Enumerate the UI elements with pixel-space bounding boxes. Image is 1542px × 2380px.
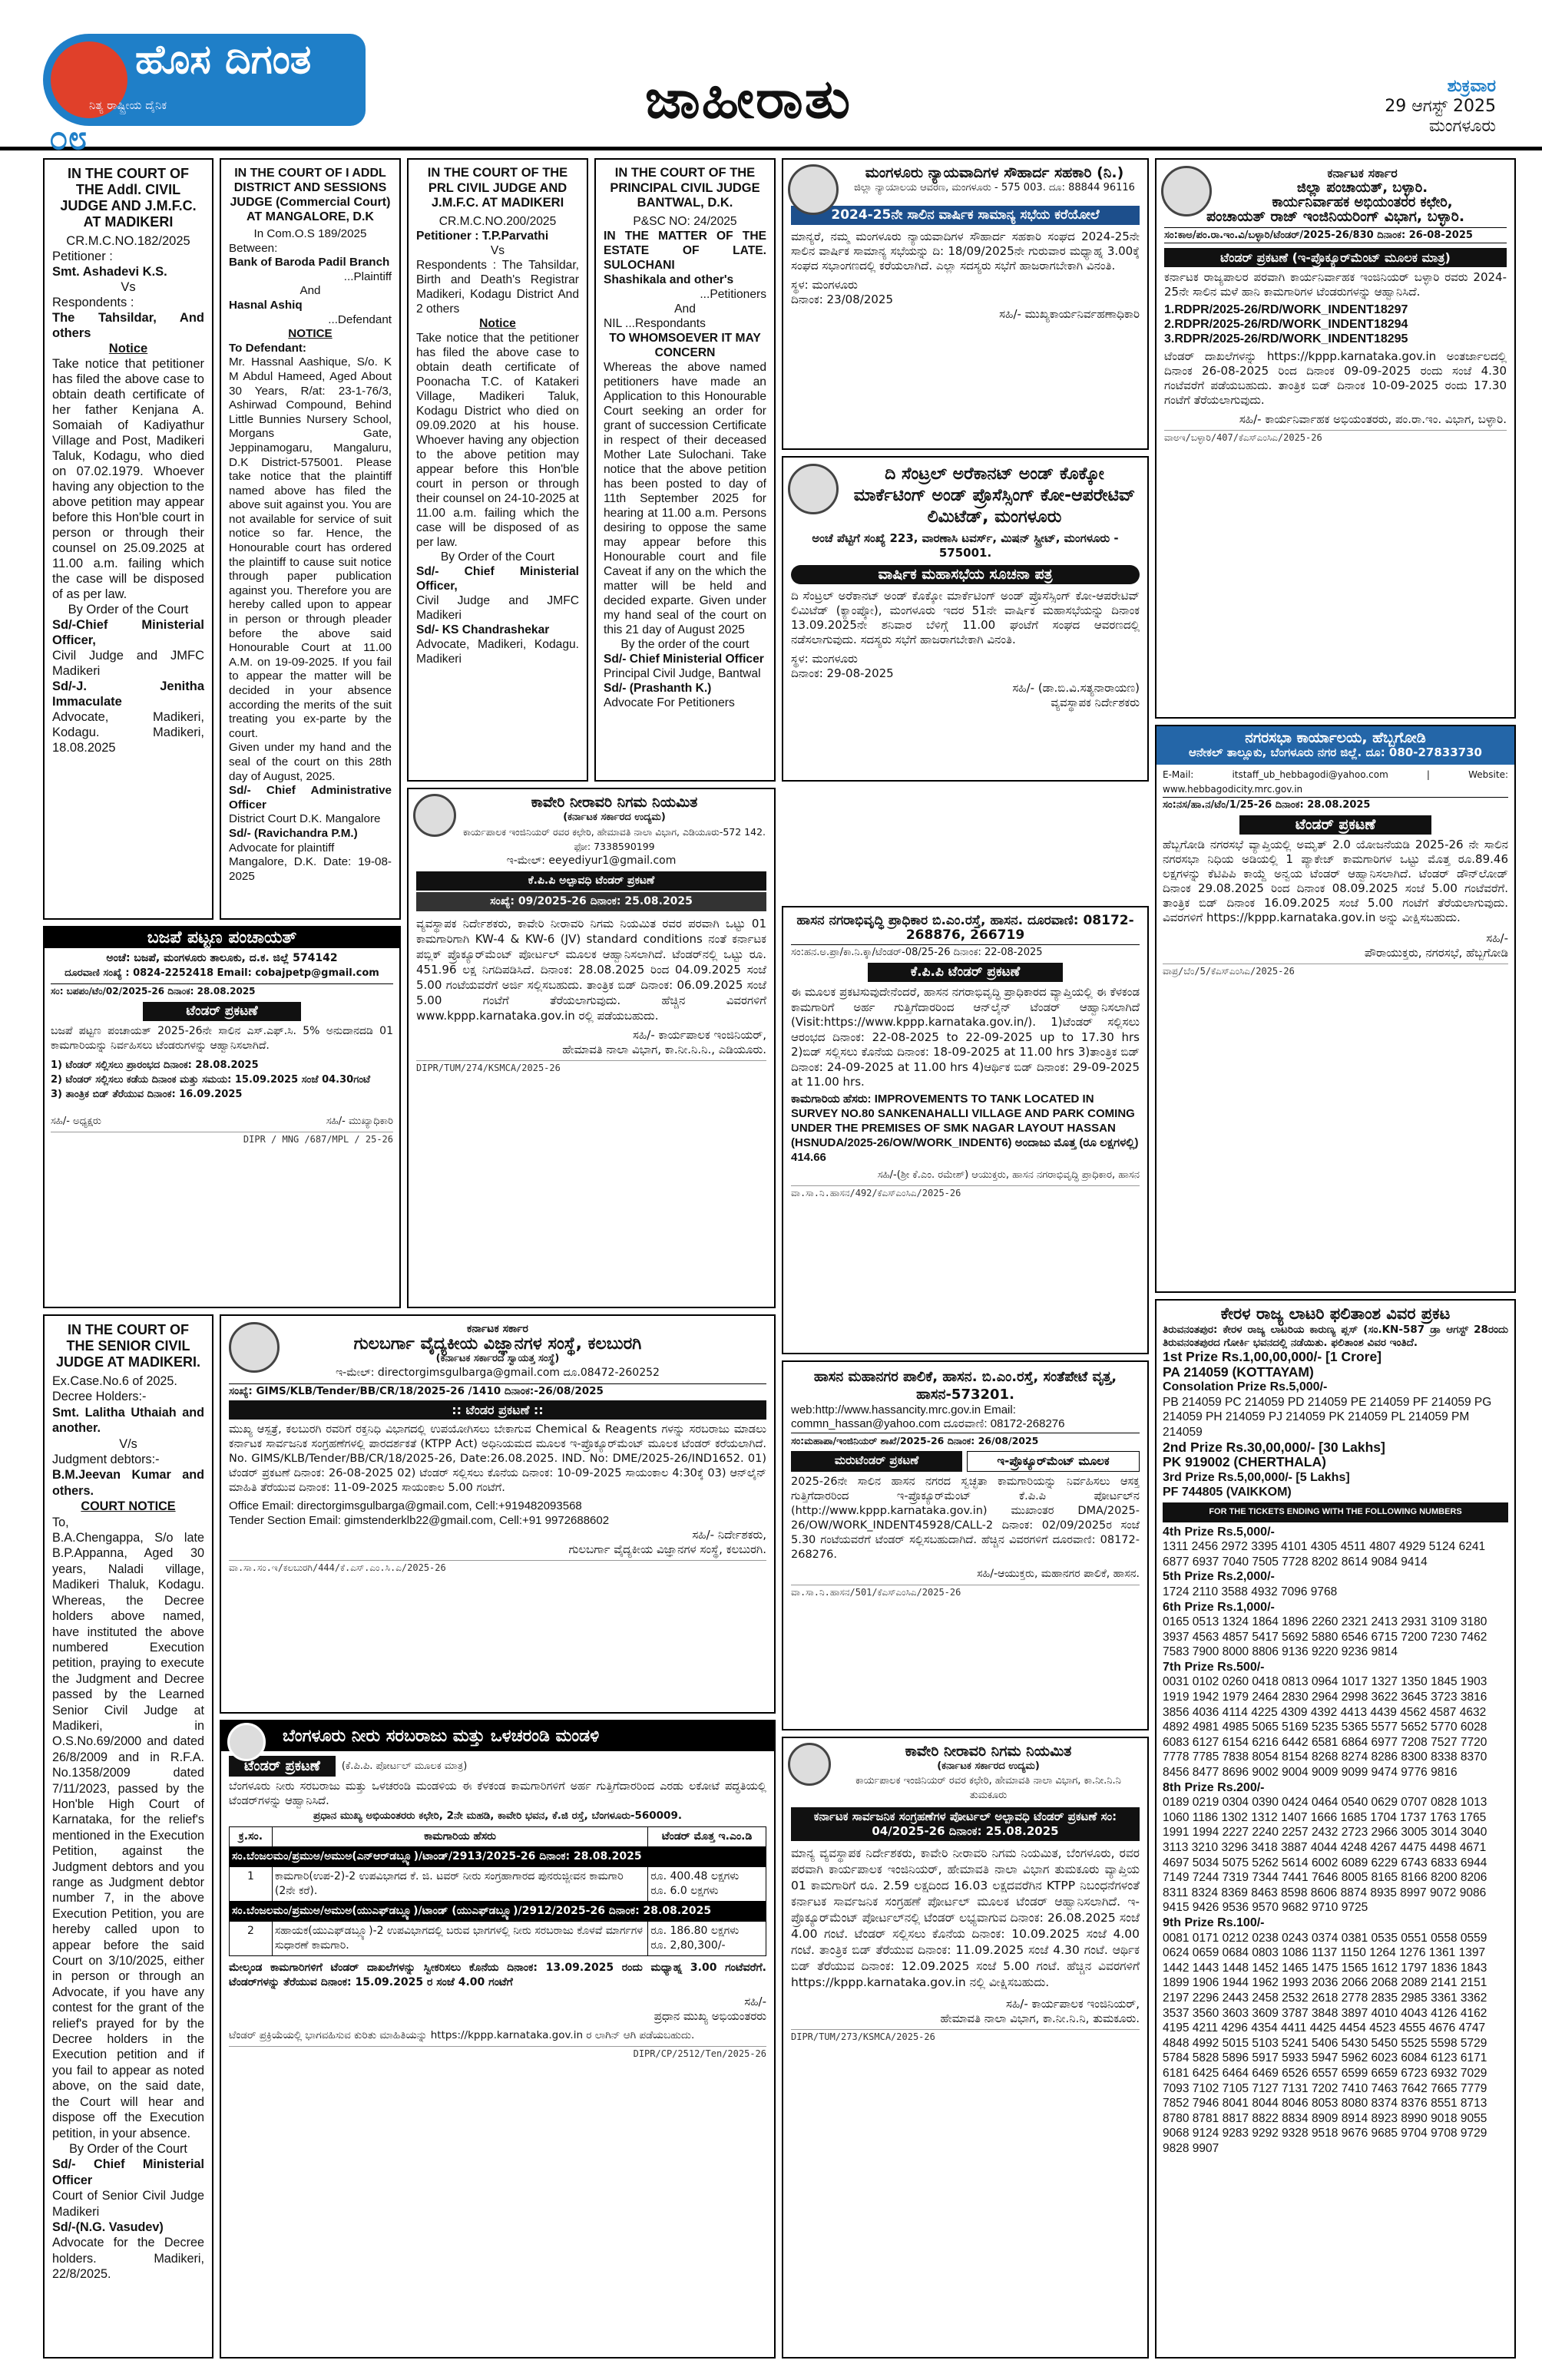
signature-line: By Order of the Court xyxy=(69,2141,187,2156)
group-header: ಸಂ.ಬೆಂಜಲಮಂ/ಪ್ರಮುಅ/ಅಮುಅ(ಯುಎಫ್‌ಡಬ್ಲ್ಯೂ)/ಟಾಂಡ್ (ಯುಎಫ್‌ಡಬ್ಲ್ಯೂ)/2912/2025-26 ದಿನಾಂಕ: 28.08.2025 xyxy=(230,1902,766,1922)
tender-banner: ಟೆಂಡರ್ ಪ್ರಕಟಣೆ xyxy=(143,1002,301,1021)
tender-body: ಬೆಂಗಳೂರು ನೀರು ಸರಬರಾಜು ಮತ್ತು ಒಳಚರಂಡಿ ಮಂಡಳಿಯ ಈ ಕೆಳಕಂಡ ಕಾಮಗಾರಿಗಳಿಗೆ ಅರ್ಹ ಗುತ್ತಿಗೆದಾರರಿಂದ ಎರಡು ಲಕೋಟೆ ಪದ್ಧತಿಯಲ್ಲಿ ಟೆಂಡರ್‌ಗಳನ್ನು ಆಹ್ವಾನಿಸಿದೆ. xyxy=(229,1780,766,1807)
signature-line: Sd/- Chief Administrative Officer xyxy=(229,784,392,812)
header-line: ಕಾರ್ಯನಿರ್ವಾಹಕ ಅಭಿಯಂತರರ ಕಛೇರಿ, xyxy=(1272,194,1453,210)
consolation-label: Consolation Prize Rs.5,000/- xyxy=(1163,1380,1328,1394)
gims-logo-icon xyxy=(229,1322,280,1373)
advocates-coop-notice xyxy=(782,158,1149,450)
signature-line: ಸಹಿ/- ಮುಖ್ಯಕಾರ್ಯನಿರ್ವಹಣಾಧಿಕಾರಿ xyxy=(999,307,1140,321)
header-line: ಹಾಸನ ನಗರಾಭಿವೃದ್ಧಿ ಪ್ರಾಧಿಕಾರ ಬಿ.ಎಂ.ರಸ್ತೆ, ಹಾಸನ. ದೂರವಾಣಿ: 08172-268876, 266719 xyxy=(796,913,1134,943)
table-row: 1 ಕಾಮಗಾರಿ(ಉಪ-2)-2 ಉಪವಿಭಾಗದ ಕೆ. ಜಿ. ಟವರ್ ನೀರು ಸಂಗ್ರಹಾಗಾರದ ಪುನರುಜ್ಜೀವನ ಕಾಮಗಾರಿ (2ನೇ ಕರೆ). ರೂ. 400.48 ಲಕ್ಷಗಳು ರೂ. 6.0 ಲಕ್ಷಗಳು xyxy=(230,1867,766,1902)
label: ...Defendant xyxy=(328,312,392,326)
tender-body: ಬಜಪೆ ಪಟ್ಟಣ ಪಂಚಾಯತ್ 2025-26ನೇ ಸಾಲಿನ ಎಸ್.ಎಫ್.ಸಿ. 5% ಅನುದಾನದಡಿ 01 ಕಾಮಗಾರಿಯನ್ನು ನಿರ್ವಹಿಸಲು ಟೆಂಡರುಗಳನ್ನು ಆಹ್ವಾನಿಸಲಾಗಿದೆ. xyxy=(51,1025,393,1052)
lottery-title: ಕೇರಳ ರಾಜ್ಯ ಲಾಟರಿ ಫಲಿತಾಂಶ ವಿವರ ಪ್ರಕಟ xyxy=(1220,1304,1451,1323)
signature-line: ಪೌರಾಯುಕ್ತರು, ನಗರಸಭೆ, ಹೆಬ್ಬಗೋಡಿ xyxy=(1364,946,1508,960)
case-number: P&SC NO: 24/2025 xyxy=(633,214,737,228)
advocate-name: Sd/- (Ravichandra P.M.) xyxy=(229,826,358,840)
header-line: ನಗರಸಭಾ ಕಾರ್ಯಾಲಯ, ಹೆಬ್ಬಗೋಡಿ xyxy=(1245,729,1426,746)
court-notice-mangalore xyxy=(220,158,401,920)
case-number: Ex.Case.No.6 of 2025. xyxy=(52,1374,177,1388)
label: Judgment debtors:- xyxy=(52,1453,160,1467)
signature-line: District Court D.K. Mangalore xyxy=(229,812,381,826)
tender-banner: :: ಟೆಂಡರ ಪ್ರಕಟಣೆ :: xyxy=(229,1400,766,1420)
court-notice-madikeri-prl xyxy=(407,158,588,782)
date-label: ದಿನಾಂಕ: 23/08/2025 xyxy=(791,293,893,306)
prize-1-label: 1st Prize Rs.1,00,00,000/- [1 Crore] xyxy=(1163,1349,1382,1364)
header-line: ಕರ್ನಾಟಕ ಸರ್ಕಾರ xyxy=(467,1323,528,1335)
petitioner-name: Smt. Ashadevi K.S. xyxy=(52,265,167,279)
date-label: 29 ಆಗಸ್ಟ್ 2025 xyxy=(1385,97,1496,116)
case-number: In Com.O.S 189/2025 xyxy=(253,227,367,240)
office-email: Office Email: directorgimsgulbarga@gmail.com, Cell:+919482093568 xyxy=(229,1499,582,1512)
signature-line: ಗುಲಬರ್ಗಾ ವೈದ್ಯಕೀಯ ವಿಜ್ಞಾನಗಳ ಸಂಸ್ಥೆ, ಕಲಬುರಗಿ. xyxy=(568,1542,766,1556)
reference: ಸಂಖ್ಯೆ: 09/2025-26 ದಿನಾಂಕ: 25.08.2025 xyxy=(416,892,766,911)
prize-7-label: 7th Prize Rs.500/- xyxy=(1163,1660,1265,1674)
signature-line: ಸಹಿ/- ಅಧ್ಯಕ್ಷರು xyxy=(51,1116,101,1127)
advocate-name: Sd/- (Prashanth K.) xyxy=(604,681,712,695)
header-line: ಕಾವೇರಿ ನೀರಾವರಿ ನಿಗಮ ನಿಯಮಿತ xyxy=(905,1743,1072,1760)
indent-2: 2.RDPR/2025-26/RD/WORK_INDENT18294 xyxy=(1164,318,1408,331)
label: Decree Holders:- xyxy=(52,1390,147,1404)
signature-line: Sd/- Chief Ministerial Officer xyxy=(604,652,764,666)
signature-line: ಸಹಿ/- ಕಾರ್ಯಪಾಲಕ ಇಂಜಿನಿಯರ್, xyxy=(1006,1997,1140,2011)
signature-line: Sd/- Chief Ministerial Officer xyxy=(52,2157,204,2187)
respondents: The Tahsildar, And others xyxy=(52,311,204,340)
notice-label: TO WHOMSOEVER IT MAY CONCERN xyxy=(609,331,761,359)
header-line: ಪಂಚಾಯತ್ ರಾಜ್ ಇಂಜಿನಿಯರಿಂಗ್ ವಿಭಾಗ, ಬಳ್ಳಾರಿ. xyxy=(1206,208,1465,225)
defendant: Hasnal Ashiq xyxy=(229,298,303,312)
header-line: ಕಾರ್ಯಪಾಲಕ ಇಂಜಿನಿಯರ್ ರವರ ಕಛೇರಿ, ಹೇಮಾವತಿ ನಾಲಾ ವಿಭಾಗ, ಎಡಿಯೂರು-572 142. ಫೋ: 7338590199 xyxy=(463,826,766,852)
tender-banner: ಟೆಂಡರ್ ಪ್ರಕಟಣೆ xyxy=(1239,815,1431,835)
header-line: (ಕರ್ನಾಟಕ ಸರ್ಕಾರದ ಉದ್ಯಮ) xyxy=(937,1760,1040,1772)
tender-body-2: ಟೆಂಡರ್ ದಾಖಲೆಗಳನ್ನು https://kppp.karnataka.gov.in ಅಂತರ್ಜಾಲದಲ್ಲಿ ದಿನಾಂಕ 26-08-2025 ರಿಂದ ದಿನಾಂಕ 09-09-2025 ರಂದು ಸಂಜೆ 4.30 ಗಂಟೆವರೆಗೆ ಪಡೆಯಬಹುದು. ತಾಂತ್ರಿಕ ಬಿಡ್ ದಿನಾಂಕ 10-09-2025 ರಂದು 17.30 ಗಂಟೆಗೆ ತೆರೆಯಲಾಗುವುದು. xyxy=(1164,349,1507,407)
prize-5-numbers: 1724 2110 3588 4932 7096 9768 xyxy=(1163,1585,1338,1598)
notice-body: B.A.Chengappa, S/o late B.P.Appanna, Aged 30 years, Naladi village, Madikeri Thaluk, Kodagu. Whereas, the Decree holders above named, have instituted the above numbered Execution petition, praying to execute the Judgment and Decree passed by the Learned Senior Civil Judge at Madikeri, in O.S.No.69/2000 and dated 26/8/2009 and in R.F.A. No.1358/2009 dated 7/11/2023, passed by the Hon'ble High Court of Karnataka, for the relief's mentioned in the Execution Petition, against the Judgment debtors and you range as Judgment debtor number 7, in the above Execution Petition, you are hereby called upon to appear before the said Court on 3/10/2025, either in person or through an Advocate, if you have any contest for the grant of the relief's prayed for by the Decree holders in the Execution petition and if you fail to appear as noted above, on the said date, the Court will hear and dispose off the Execution petition, in your absence. xyxy=(52,1531,204,2140)
campco-logo-icon xyxy=(788,464,839,514)
signature-line: ಸಹಿ/- (ಡಾ.ಬಿ.ವಿ.ಸತ್ಯನಾರಾಯಣ) xyxy=(1012,681,1140,695)
prize-8-numbers: 0189 0219 0304 0390 0424 0464 0540 0629 0707 0828 1013 1060 1186 1302 1312 1407 1666 1685 1704 1737 1763 1765 1991 1994 2227 2240 2257 2432 2723 2966 3005 3014 3040 3113 3210 3296 3418 3887 4044 4248 4267 4475 4498 4671 4697 5034 5075 5262 5614 6002 6089 6229 6743 6833 6944 7149 7244 7319 7344 7441 7646 8005 8165 8166 8200 8206 8311 8324 8369 8463 8598 8606 8874 8935 8997 9072 9086 9415 9426 9536 9570 9682 9710 9725 xyxy=(1163,1796,1487,1915)
judgment-debtors: B.M.Jeevan Kumar and others. xyxy=(52,1468,204,1498)
header-line: ಕರ್ನಾಟಕ ಸರ್ಕಾರ xyxy=(1327,166,1398,180)
signature-line: Advocate For Petitioners xyxy=(604,696,735,709)
signature-line: By Order of the Court xyxy=(440,550,555,564)
signature-line: ಸಹಿ/- ಕಾರ್ಯಪಾಲಕ ಇಂಜಿನಿಯರ್, xyxy=(633,1028,766,1042)
notice-heading: IN THE COURT OF I ADDL DISTRICT AND SESSIONS JUDGE (Commercial Court) AT MANGALORE, D.K xyxy=(230,167,391,223)
respondents: NIL ...Respondants xyxy=(604,316,706,330)
matter: IN THE MATTER OF THE ESTATE OF LATE. SULOCHANI xyxy=(604,229,766,272)
signature-line: ಸಹಿ/- ಕಾರ್ಯನಿರ್ವಾಹಕ ಅಭಿಯಂತರರು, ಪಂ.ರಾ.ಇಂ. ವಿಭಾಗ, ಬಳ್ಳಾರಿ. xyxy=(1239,412,1507,426)
signature-line: ಪ್ರಧಾನ ಮುಖ್ಯ ಅಭಿಯಂತರರು xyxy=(654,2009,766,2023)
schedule-row: 2) ಟೆಂಡರ್ ಸಲ್ಲಿಸಲು ಕಡೆಯ ದಿನಾಂಕ ಮತ್ತು ಸಮಯ: 15.09.2025 ಸಂಜೆ 04.30ಗಂಟೆ xyxy=(51,1074,371,1086)
kaveri-logo-icon xyxy=(413,794,456,837)
signature-line: Civil Judge and JMFC Madikeri xyxy=(52,649,204,678)
retender-banner: ಮರುಟೆಂಡರ್ ಪ್ರಕಟಣೆ xyxy=(791,1451,962,1472)
footer-code: DIPR/TUM/273/KSMCA/2025-26 xyxy=(791,2029,1140,2044)
notice-tail: Given under my hand and the seal of the court on this 28th day of August, 2025. xyxy=(229,741,392,783)
header-line: ಆನೇಕಲ್ ತಾಲ್ಲೂಕು, ಬೆಂಗಳೂರು ನಗರ ಜಿಲ್ಲೆ. ದೂ: 080-27833730 xyxy=(1189,745,1482,759)
header-line: ಕಾರ್ಯಪಾಲಕ ಇಂಜಿನಿಯರ್ ರವರ ಕಛೇರಿ, ಹೇಮಾವತಿ ನಾಲಾ ವಿಭಾಗ, ಕಾ.ನೀ.ನಿ.ನಿ ತುಮಕೂರು xyxy=(855,1775,1121,1801)
tender-body: ಹೆಬ್ಬಗೋಡಿ ನಗರಸಭೆ ವ್ಯಾಪ್ತಿಯಲ್ಲಿ ಅಮೃತ್ 2.0 ಯೋಜನೆಯಡಿ 2025-26 ನೇ ಸಾಲಿನ ನಗರಸಭಾ ನಿಧಿಯ ಅಡಿಯಲ್ಲಿ 1 ಪ್ಯಾಕೇಜ್ ಕಾಮಗಾರಿಗಳ ಒಟ್ಟು ಮೊತ್ತ ರೂ.89.46 ಲಕ್ಷಗಳನ್ನು ಕೆಟಿಪಿಪಿ ಕಾಯ್ದೆ ಅನ್ವಯ ಟೆಂಡರ್ ಆಹ್ವಾನಿಸಲಾಗಿದೆ. ಟೆಂಡರ್ ಡೌನ್‌ಲೋಡ್ ದಿನಾಂಕ 29.08.2025 ರಿಂದ ದಿನಾಂಕ 08.09.2025 ಸಂಜೆ 5.00 ಗಂಟೆವರೆಗೆ. ತಾಂತ್ರಿಕ ಬಿಡ್ ದಿನಾಂಕ 16.09.2025 ಸಂಜೆ 5.00 ಗಂಟೆಗೆ ತೆರೆಯಲಾಗುವುದು. ವಿವರಗಳಿಗೆ https://kppp.karnataka.gov.in ಅನ್ನು ವೀಕ್ಷಿಸಬಹುದು. xyxy=(1163,838,1508,924)
signature-line: Civil Judge and JMFC Madikeri xyxy=(416,593,579,622)
bellary-zp-tender xyxy=(1155,158,1516,719)
notice-heading: IN THE COURT OF THE SENIOR CIVIL JUDGE AT MADIKERI. xyxy=(55,1322,200,1370)
campco-name: ದಿ ಸೆಂಟ್ರಲ್ ಅರೆಕಾನಟ್ ಅಂಡ್ ಕೊಕ್ಕೋ ಮಾರ್ಕೆಟಿಂಗ್ ಅಂಡ್ ಪ್ರೊಸೆಸ್ಸಿಂಗ್ ಕೋ-ಆಪರೇಟಿವ್ ಲಿಮಿಟೆಡ್, ಮಂಗಳೂರು xyxy=(853,464,1136,527)
schedule-row: 1) ಟೆಂಡರ್ ಸಲ್ಲಿಸಲು ಪ್ರಾರಂಭದ ದಿನಾಂಕ: 28.08.2025 xyxy=(51,1059,259,1071)
signature-line: Sd/- Chief Ministerial Officer, xyxy=(416,564,579,593)
campco-banner: ವಾರ್ಷಿಕ ಮಹಾಸಭೆಯ ಸೂಚನಾ ಪತ್ರ xyxy=(791,565,1140,584)
work-name: ಕಾಮಗಾರಿ(ಉಪ-2)-2 ಉಪವಿಭಾಗದ ಕೆ. ಜಿ. ಟವರ್ ನೀರು ಸಂಗ್ರಹಾಗಾರದ ಪುನರುಜ್ಜೀವನ ಕಾಮಗಾರಿ (2ನೇ ಕರೆ). xyxy=(272,1867,647,1902)
notice-body: Whereas the above named petitioners have made an Application to this Honourable Court seeking an order for grant of succession Certificate in respect of their deceased Mother Late Sulochani. Take notice that the above petition has been posted to day of 11th September 2025 for hearing at 11.00 a.m. Persons desiring to oppose the same may appear before this Honourable court and file Caveat if any on the which the matter will be held and decided exparte. Given under my hand seal of the court on this 21 day of August 2025 xyxy=(604,360,766,636)
day-label: ಶುಕ್ರವಾರ xyxy=(1447,77,1496,96)
endings-banner: FOR THE TICKETS ENDING WITH THE FOLLOWING NUMBERS xyxy=(1163,1502,1508,1522)
tender-body: ವ್ಯವಸ್ಥಾಪಕ ನಿರ್ದೇಶಕರು, ಕಾವೇರಿ ನೀರಾವರಿ ನಿಗಮ ನಿಯಮಿತ ರವರ ಪರವಾಗಿ ಒಟ್ಟು 01 ಕಾಮಗಾರಿಗಾಗಿ KW-4 & KW-6 (JV) standard conditions ನಂತೆ ಕರ್ನಾಟಕ ಪಬ್ಲಿಕ್ ಪ್ರೊಕ್ಯೂರ್‌ಮೆಂಟ್ ಪೋರ್ಟಲ್ ಮೂಲಕ ಆಹ್ವಾನಿಸಲಾಗಿದೆ. ಟೆಂಡರ್‌ನಲ್ಲಿ ಒಟ್ಟು ರೂ. 451.96 ಲಕ್ಷ ನಿಗದಿಪಡಿಸಿದೆ. ದಿನಾಂಕ: 28.08.2025 ರಿಂದ 04.09.2025 ಸಂಜೆ 5.00 ಗಂಟೆಯವರೆಗೆ ಅರ್ಜಿ ಸಲ್ಲಿಸಬಹುದು. ತಾಂತ್ರಿಕ ಬಿಡ್ ದಿನಾಂಕ: 06.09.2025 ಸಂಜೆ 5.00 ಗಂಟೆಗೆ ತೆರೆಯಲಾಗುವುದು. ಹೆಚ್ಚಿನ ವಿವರಗಳಿಗೆ www.kppp.karnataka.gov.in ರಲ್ಲಿ ಪಡೆಯಬಹುದು. xyxy=(416,917,766,1023)
prize-4-numbers: 1311 2456 2972 3395 4101 4305 4511 4807 4929 5124 6241 6877 6937 7040 7505 7728 8202 8614 9084 9414 xyxy=(1163,1540,1486,1568)
hassan-uda-tender xyxy=(782,906,1149,1354)
label: Respondents : xyxy=(52,296,134,309)
bwssb-title-text: ಬೆಂಗಳೂರು ನೀರು ಸರಬರಾಜು ಮತ್ತು ಒಳಚರಂಡಿ ಮಂಡಳಿ xyxy=(283,1727,600,1746)
consolation-numbers: PB 214059 PC 214059 PD 214059 PE 214059 PF 214059 PG 214059 PH 214059 PJ 214059 PK 214059 PL 214059 PM 214059 xyxy=(1163,1395,1492,1439)
label: Petitioner : xyxy=(52,250,113,263)
tender-email: Tender Section Email: gimstenderklb22@gmail.com, Cell:+91 9972688602 xyxy=(229,1514,610,1527)
tender-body: 2025-26ನೇ ಸಾಲಿನ ಹಾಸನ ನಗರದ ಸ್ವಚ್ಛತಾ ಕಾಮಗಾರಿಯನ್ನು ನಿರ್ವಹಿಸಲು ಆಸಕ್ತ ಗುತ್ತಿಗೆದಾರರಿಂದ ಇ-ಪ್ರೊಕ್ಯೂರ್‌ಮೆಂಟ್ ಕೆ.ಪಿ.ಪಿ ಪೋರ್ಟಲ್‌ನ (http://www.kppp.karnataka.gov.in) ಮುಖಾಂತರ DMA/2025-26/OW/WORK_INDENT45928/CALL-2 ದಿನಾಂಕ: 02/09/2025ರ ಸಂಜೆ 5.30 ಗಂಟೆಯವರೆಗೆ ಟೆಂಡರ್ ಸಲ್ಲಿಸಬಹುದಾಗಿದೆ. ಹೆಚ್ಚಿನ ವಿವರಗಳಿಗೆ ದೂರವಾಣಿ: 08172-268276. xyxy=(791,1476,1140,1561)
indent-1: 1.RDPR/2025-26/RD/WORK_INDENT18297 xyxy=(1164,303,1408,316)
signature-line: By the order of the court xyxy=(620,637,749,651)
notice-label: Notice xyxy=(108,342,148,355)
footer-code: ವಾ.ಸಾ.ನಿ.ಹಾಸನ/501/ಕೆಎಸ್‌ಎಂಸಿಎ/2025-26 xyxy=(791,1585,1140,1600)
notice-heading: IN THE COURT OF THE Addl. CIVIL JUDGE AND J.M.F.C. AT MADIKERI xyxy=(60,166,197,230)
footer-code: DIPR/TUM/274/KSMCA/2025-26 xyxy=(416,1060,766,1076)
case-number: CR.M.C.NO.182/2025 xyxy=(66,234,190,248)
label: Vs xyxy=(121,280,136,294)
signature-line: ಸಹಿ/- xyxy=(744,1995,766,2008)
kaveri-tender-yediyur xyxy=(407,788,776,1308)
header-line: ಹಾಸನ ಮಹಾನಗರ ಪಾಲಿಕೆ, ಹಾಸನ. ಬಿ.ಎಂ.ರಸ್ತೆ, ಸಂತೆಪೇಟೆ ವೃತ್ತ, ಹಾಸನ-573201. xyxy=(813,1369,1117,1403)
bwssb-tender xyxy=(220,1720,776,2359)
prize-9-label: 9th Prize Rs.100/- xyxy=(1163,1916,1265,1929)
coop-body: ಮಾನ್ಯರೆ, ನಮ್ಮ ಮಂಗಳೂರು ನ್ಯಾಯವಾದಿಗಳ ಸೌಹಾರ್ದ ಸಹಕಾರಿ ಸಂಘದ 2024-25ನೇ ಸಾಲಿನ ವಾರ್ಷಿಕ ಸಾಮಾನ್ಯ ಸಭೆಯನ್ನು ದಿ: 18/09/2025ನೇ ಗುರುವಾರ ಮಧ್ಯಾಹ್ನ 3.00ಕ್ಕೆ ಸಂಘದ ಸಭಾಂಗಣದಲ್ಲಿ ಕರೆಯಲಾಗಿದೆ. ಎಲ್ಲಾ ಸದಸ್ಯರು ಸಭೆಗೆ ಹಾಜರಾಗಬೇಕಾಗಿ ವಿನಂತಿ. xyxy=(791,230,1140,273)
signature-line: ಹೇಮಾವತಿ ನಾಲಾ ವಿಭಾಗ, ಕಾ.ನೀ.ನಿ.ನಿ., ಎಡಿಯೂರು. xyxy=(562,1043,766,1056)
footer-code: DIPR / MNG /687/MPL / 25-26 xyxy=(51,1132,393,1147)
footer-code: ವಾಪ್ರ/ಬೆಂ/5/ಕೆಎಸ್‌ಎಂಸಿಎ/2025-26 xyxy=(1163,964,1508,979)
info-note: ಟೆಂಡರ್ ಪ್ರಕ್ರಿಯೆಯಲ್ಲಿ ಭಾಗವಹಿಸುವ ಕುರಿತು ಮಾಹಿತಿಯನ್ನು https://kppp.karnataka.gov.in ರ ಲಾಗಿನ್ ಆಗಿ ಪಡೆಯಬಹುದು. xyxy=(229,2029,695,2041)
signature-line: Advocate for plaintiff xyxy=(229,841,335,854)
emd: ರೂ. 6.0 ಲಕ್ಷಗಳು xyxy=(650,1885,719,1897)
signature-line: Advocate, Madikeri, Kodagu. Madikeri, 18.08.2025 xyxy=(52,710,204,755)
label: ...Petitioners xyxy=(700,287,766,301)
label: Vs xyxy=(490,243,505,257)
deadline-note: ಮೇಲ್ಕಂಡ ಕಾಮಗಾರಿಗಳಿಗೆ ಟೆಂಡರ್ ದಾಖಲೆಗಳನ್ನು ಸ್ವೀಕರಿಸಲು ಕೊನೆಯ ದಿನಾಂಕ: 13.09.2025 ರಂದು ಮಧ್ಯಾಹ್ನ 3.00 ಗಂಟೆವರೆಗೆ. ಟೆಂಡರ್‌ಗಳನ್ನು ತೆರೆಯುವ ದಿನಾಂಕ: 15.09.2025 ರ ಸಂಜೆ 4.00 ಗಂಟೆಗೆ xyxy=(229,1962,766,1988)
address: ಪ್ರಧಾನ ಮುಖ್ಯ ಅಭಿಯಂತರರು ಕಛೇರಿ, 2ನೇ ಮಹಡಿ, ಕಾವೇರಿ ಭವನ, ಕೆ.ಜಿ ರಸ್ತೆ, ಬೆಂಗಳೂರು-560009. xyxy=(313,1810,682,1822)
label: ...Plaintiff xyxy=(343,269,392,283)
amount: ರೂ. 400.48 ಲಕ್ಷಗಳು xyxy=(650,1870,740,1883)
tender-banner: ಕೆ.ಪಿ.ಪಿ ಟೆಂಡರ್ ಪ್ರಕಟಣೆ xyxy=(868,963,1063,982)
header-line: ಗುಲಬರ್ಗಾ ವೈದ್ಯಕೀಯ ವಿಜ್ಞಾನಗಳ ಸಂಸ್ಥೆ, ಕಲಬುರಗಿ xyxy=(353,1334,642,1354)
campco-agm-notice xyxy=(782,456,1149,782)
prize-1-number: PA 214059 (KOTTAYAM) xyxy=(1163,1364,1314,1380)
gims-tender xyxy=(220,1314,776,1714)
kaveri-logo-icon xyxy=(788,1743,831,1786)
prize-6-label: 6th Prize Rs.1,000/- xyxy=(1163,1600,1275,1614)
reference: ಸಂ:ನಸ/ಹಾ.ನ/ಟೆಂ/1/25-26 ದಿನಾಂಕ: 28.08.2025 xyxy=(1163,797,1508,812)
portal-note: (ಕೆ.ಪಿ.ಪಿ. ಪೋರ್ಟಲ್ ಮೂಲಕ ಮಾತ್ರ) xyxy=(341,1760,468,1772)
signature-line: Advocate, Madikeri, Kodagu. Madikeri xyxy=(416,637,579,666)
case-number: CR.M.C.NO.200/2025 xyxy=(438,214,557,228)
tender-banner: ಟೆಂಡರ್ ಪ್ರಕಟಣೆ xyxy=(229,1756,336,1777)
notice-body: Take notice that the petitioner has filed the above case to obtain death certificate of Poonacha T.C. of Katakeri Village, Madikeri Taluk, Kodagu District who died on 09.09.2020 at his house. Whoever having any objection to the above petition may appear before this Hon'ble court in person or through their counsel on 24-10-2025 at 11.00 a.m. failing which the case will be disposed of as per law. xyxy=(416,331,579,549)
respondents: Respondents : The Tahsildar, Birth and Death's Registrar Madikeri, Kodagu District And 2 others xyxy=(416,258,579,316)
hassan-city-retender xyxy=(782,1360,1149,1730)
col-header: ಕಾಮಗಾರಿಯ ಹೆಸರು xyxy=(272,1827,647,1847)
header-line: ಅಂಚೆ: ಬಜಪೆ, ಮಂಗಳೂರು ತಾಲೂಕು, ದ.ಕ. ಜಿಲ್ಲೆ 574142 xyxy=(106,952,338,964)
signature-line: Principal Civil Judge, Bantwal xyxy=(604,666,761,680)
prize-5-label: 5th Prize Rs.2,000/- xyxy=(1163,1570,1275,1584)
advocate-name: Sd/-(N.G. Vasudev) xyxy=(52,2220,164,2234)
coop-address: ಜಿಲ್ಲಾ ನ್ಯಾಯಾಲಯ ಆವರಣ, ಮಂಗಳೂರು - 575 003. ದೂ: 88844 96116 xyxy=(854,182,1135,193)
footer-code: ವಾ.ಸಾ.ಸಂ.ಇ/ಕಲಬುರಗಿ/444/ಕೆ.ಎಸ್.ಎಂ.ಸಿ.ಎ/2025-26 xyxy=(229,1560,766,1575)
prize-2-label: 2nd Prize Rs.30,00,000/- [30 Lakhs] xyxy=(1163,1439,1385,1455)
court-notice-madikeri-addl xyxy=(43,158,213,920)
reference: ಸಂ:ಹನ.ಅ.ಪ್ರಾ/ಕಾ.ನಿ.ಕ್ಕಾ/ಟೆಂಡರ್-08/25-26 ದಿನಾಂಕ: 22-08-2025 xyxy=(791,944,1140,960)
signature-line: ಸಹಿ/-ಆಯುಕ್ತರು, ಮಹಾನಗರ ಪಾಲಿಕೆ, ಹಾಸನ. xyxy=(977,1568,1140,1580)
signature-line: ಸಹಿ/-(ಶ್ರೀ ಕೆ.ಎಂ. ರಮೇಶ್) ಆಯುಕ್ತರು, ಹಾಸನ ನಗರಾಭಿವೃದ್ಧಿ ಪ್ರಾಧಿಕಾರ, ಹಾಸನ xyxy=(877,1169,1140,1181)
page-title: ಜಾಹೀರಾತು xyxy=(645,68,852,131)
signature-line: Sd/-Chief Ministerial Officer, xyxy=(52,618,204,647)
date-block xyxy=(1385,77,1496,137)
petitioner: Petitioner : T.P.Parvathi xyxy=(416,229,549,243)
tender-body: ಈ ಮೂಲಕ ಪ್ರಕಟಿಸುವುದೇನೆಂದರೆ, ಹಾಸನ ನಗರಾಭಿವೃದ್ಧಿ ಪ್ರಾಧಿಕಾರದ ವ್ಯಾಪ್ತಿಯಲ್ಲಿ ಈ ಕೆಳಕಂಡ ಕಾಮಗಾರಿಗೆ ಅರ್ಹ ಗುತ್ತಿಗೆದಾರರಿಂದ ಆನ್‌ಲೈನ್ ಟೆಂಡರ್ ಆಹ್ವಾನಿಸಲಾಗಿದೆ (Visit:https://www.kppp.karnataka.gov.in/). 1)ಟೆಂಡರ್ ಸಲ್ಲಿಸಲು ಆರಂಭದ ದಿನಾಂಕ: 22-08-2025 to 22-09-2025 up to 17.30 hrs 2)ಬಿಡ್ ಸಲ್ಲಿಸಲು ಕೊನೆಯ ದಿನಾಂಕ: 18-09-2025 at 11.00 hrs 3)ತಾಂತ್ರಿಕ ಬಿಡ್ ದಿನಾಂಕ: 24-09-2025 at 11.00 hrs 4)ಆರ್ಥಿಕ ಬಿಡ್ ದಿನಾಂಕ: 29-09-2025 at 11.00 hrs. xyxy=(791,985,1140,1089)
tender-table xyxy=(229,1826,766,1956)
tender-banner: ಕೆ.ಪಿ.ಪಿ ಅಲ್ಪಾವಧಿ ಟೆಂಡರ್ ಪ್ರಕಟಣೆ xyxy=(416,871,766,891)
place-label: ಸ್ಥಳ: ಮಂಗಳೂರು xyxy=(791,652,858,666)
label: Between: xyxy=(229,241,278,255)
label: V/s xyxy=(119,1436,137,1451)
tender-banner: ಟೆಂಡರ್ ಪ್ರಕಟಣೆ (ಇ-ಪ್ರೊಕ್ಯೂರ್‌ಮೆಂಟ್ ಮೂಲಕ ಮಾತ್ರ) xyxy=(1164,248,1507,267)
signature-line: ವ್ಯವಸ್ಥಾಪಕ ನಿರ್ದೇಶಕರು xyxy=(1051,696,1140,709)
prize-4-label: 4th Prize Rs.5,000/- xyxy=(1163,1525,1275,1539)
work-name: ಸಹಾಯಕ(ಯುಎಫ್‌ಡಬ್ಲ್ಯೂ)-2 ಉಪವಿಭಾಗದಲ್ಲಿ ಬರುವ ಭಾಗಗಳಲ್ಲಿ ನೀರು ಸರಬರಾಜು ಕೊಳವೆ ಮಾರ್ಗಗಳ ಸುಧಾರಣೆ ಕಾಮಗಾರಿ. xyxy=(272,1922,647,1956)
tender-body: ಮಾನ್ಯ ವ್ಯವಸ್ಥಾಪಕ ನಿರ್ದೇಶಕರು, ಕಾವೇರಿ ನೀರಾವರಿ ನಿಗಮ ನಿಯಮಿತ, ಬೆಂಗಳೂರು, ರವರ ಪರವಾಗಿ ಕಾರ್ಯಪಾಲಕ ಇಂಜಿನಿಯರ್, ಹೇಮಾವತಿ ನಾಲಾ ವಿಭಾಗ ತುಮಕೂರು ವ್ಯಾಪ್ತಿಯ 01 ಕಾಮಗಾರಿಗೆ ರೂ. 2.59 ಲಕ್ಷದಿಂದ 16.03 ಲಕ್ಷದವರೆಗಿನ KTPP ನಿಬಂಧನೆಗಳಂತೆ ಕರ್ನಾಟಕ ಸಾರ್ವಜನಿಕ ಸಂಗ್ರಹಣೆ ಪೋರ್ಟಲ್ ಮೂಲಕ ಟೆಂಡರ್ ಆಹ್ವಾನಿಸಲಾಗಿದೆ. ಇ-ಪ್ರೊಕ್ಯೂರ್‌ಮೆಂಟ್ ಪೋರ್ಟಲ್‌ನಲ್ಲಿ ಟೆಂಡರ್ ಲಭ್ಯವಾಗುವ ದಿನಾಂಕ: 26.08.2025 ಸಂಜೆ 4.00 ಗಂಟೆ. ಟೆಂಡರ್ ಸಲ್ಲಿಸಲು ಕೊನೆಯ ದಿನಾಂಕ: 10.09.2025 ಸಂಜೆ 4.00 ಗಂಟೆ. ತಾಂತ್ರಿಕ ಬಿಡ್ ತೆರೆಯುವ ದಿನಾಂಕ: 11.09.2025 ಸಂಜೆ 4.30 ಗಂಟೆ. ಆರ್ಥಿಕ ಬಿಡ್ ತೆರೆಯುವ ದಿನಾಂಕ: 12.09.2025 ಸಂಜೆ 5.00 ಗಂಟೆ. ಹೆಚ್ಚಿನ ವಿವರಗಳಿಗೆ https://kppp.karnataka.gov.in ನಲ್ಲಿ ವೀಕ್ಷಿಸಬಹುದು. xyxy=(791,1846,1140,1989)
prize-3-number: PF 744805 (VAIKKOM) xyxy=(1163,1486,1292,1499)
kerala-lottery-result xyxy=(1155,1299,1516,2359)
label: To Defendant: xyxy=(229,341,306,355)
masthead xyxy=(0,0,1542,157)
signature-line: ಸಹಿ/- ನಿರ್ದೇಶಕರು, xyxy=(692,1528,766,1542)
prize-3-label: 3rd Prize Rs.5,00,000/- [5 Lakhs] xyxy=(1163,1470,1350,1484)
notice-label: Notice xyxy=(479,316,516,330)
tender-body: ಮುಖ್ಯ ಆಸ್ಪತ್ರೆ, ಕಲಬುರಗಿ ರವರಿಗೆ ರಕ್ತನಿಧಿ ವಿಭಾಗದಲ್ಲಿ ಉಪಯೋಗಿಸಲು ಬೇಕಾಗುವ Chemical & Reagents ಗಳನ್ನು ಸರಬರಾಜು ಮಾಡಲು ಕರ್ನಾಟಕ ಸಾರ್ವಜನಿಕ ಸಂಗ್ರಹಣೆಗಳಲ್ಲಿ ಪಾರದರ್ಶಕತೆ (KTPP Act) ಅಧಿನಿಯಮದ ಮೂಲಕ ಇ-ಪ್ರೊಕ್ಯೂರ್‌ಮೆಂಟ್ ಮೂಲಕ ಟೆಂಡರ್ ಕರೆಯಲಾಗಿದೆ. No. GIMS/KLB/Tender/BB/CR/18/2025-26, Date:26.08.2025. IND. No: DME/2025-26/IND1652. 01) ಟೆಂಡರ್ ಪ್ರಕಟಣೆ ದಿನಾಂಕ: 26-08-2025 02) ಟೆಂಡರ್ ಸಲ್ಲಿಸಲು ಕೊನೆಯ ದಿನಾಂಕ: 10-09-2025 ಸಾಯಂಕಾಲ 4:30ಕ್ಕೆ 03) ಆನ್‌ಲೈನ್ ಮಾಹಿತಿ ತೆರೆಯುವ ದಿನಾಂಕ: 11-09-2025 ಸಾಯಂಕಾಲ 5.00 ಗಂಟೆಗೆ. xyxy=(229,1423,766,1494)
work-name: ಕಾಮಗಾರಿಯ ಹೆಸರು: IMPROVEMENTS TO TANK LOCATED IN SURVEY NO.80 SANKENAHALLI VILLAGE AND PARK COMING UNDER THE PREMISES OF SMK NAGAR LAYOUT HASSAN (HSNUDA/2025-26/OW/WORK_INDENT6) ಅಂದಾಜು ಮೊತ್ತ (ರೂ ಲಕ್ಷಗಳಲ್ಲಿ) 414.66 xyxy=(791,1092,1139,1164)
header-line: ದೂರವಾಣಿ ಸಂಖ್ಯೆ : 0824-2252418 Email: cobajpetp@gmail.com xyxy=(65,967,379,979)
signature-line: By Order of the Court xyxy=(68,603,189,616)
header-line: ಕಾವೇರಿ ನೀರಾವರಿ ನಿಗಮ ನಿಯಮಿತ xyxy=(531,794,698,811)
signature-line: Mangalore, D.K. Date: 19-08-2025 xyxy=(229,855,392,883)
hebbagodi-tender xyxy=(1155,725,1516,1293)
reference: ಸಂಖ್ಯೆ: GIMS/KLB/Tender/BB/CR/18/2025-26 /1410 ದಿನಾಂಕ:-26/08/2025 xyxy=(229,1383,766,1399)
decree-holders: Smt. Lalitha Uthaiah and another. xyxy=(52,1405,204,1436)
lottery-intro: ತಿರುವನಂತಪುರ: ಕೇರಳ ರಾಜ್ಯ ಲಾಟರಿಯ ಕಾರುಣ್ಯ ಪ್ಲಸ್ (ಸಂ.KN-587 ಡ್ರಾ ಆಗಸ್ಟ್ 28ರಂದು ತಿರುವನಂತಪುರದ ಗೋರ್ಕಿ ಭವನದಲ್ಲಿ ನಡೆಯಿತು. ಫಲಿತಾಂಶ ವಿವರ ಇಂತಿದೆ. xyxy=(1163,1324,1508,1349)
reference: ಸಂ: ಬಪಪಂ/ಟೆಂ/02/2025-26 ದಿನಾಂಕ: 28.08.2025 xyxy=(51,983,393,999)
col-header: ಟೆಂಡರ್ ಮೊತ್ತ ಇ.ಎಂ.ಡಿ xyxy=(648,1827,766,1847)
header-line: (ಕರ್ನಾಟಕ ಸರ್ಕಾರದ ಸ್ವಾಯತ್ತ ಸಂಸ್ಥೆ) xyxy=(435,1353,560,1364)
eproc-banner: ಇ-ಪ್ರೊಕ್ಯೂರ್‌ಮೆಂಟ್ ಮೂಲಕ xyxy=(967,1451,1140,1472)
prize-8-label: 8th Prize Rs.200/- xyxy=(1163,1780,1265,1794)
contact-line: web:http://www.hassancity.mrc.gov.in Email: commn_hassan@yahoo.com ದೂರವಾಣಿ: 08172-268276 xyxy=(791,1403,1065,1430)
reference: ಸಂ:ಕಾಅ/ಪಂ.ರಾ.ಇಂ.ವಿ/ಬಳ್ಳಾರಿ/ಟೆಂಡರ್/2025-26/830 ದಿನಾಂಕ: 26-08-2025 xyxy=(1164,227,1507,243)
tender-banner: ಕರ್ನಾಟಕ ಸಾರ್ವಜನಿಕ ಸಂಗ್ರಹಣೆಗಳ ಪೋರ್ಟಲ್ ಅಲ್ಪಾವಧಿ ಟೆಂಡರ್ ಪ್ರಕಟಣೆ ಸಂ: 04/2025-26 ದಿನಾಂಕ: 25.08.2025 xyxy=(791,1807,1140,1841)
brand-tagline: ನಿತ್ಯ ರಾಷ್ಟ್ರೀಯ ದೈನಿಕ xyxy=(89,98,167,112)
bwssb-title xyxy=(221,1721,774,1751)
plaintiff: Bank of Baroda Padil Branch xyxy=(229,256,390,269)
brand-logo xyxy=(43,34,366,126)
brand-name: ಹೊಸ ದಿಗಂತ xyxy=(135,37,312,83)
advocate-name: Sd/-J. Jenitha Immaculate xyxy=(52,679,204,709)
prize-7-numbers: 0031 0102 0260 0418 0813 0964 1017 1327 1350 1845 1903 1919 1942 1979 2464 2830 2964 2998 3622 3645 3723 3816 3856 4036 4114 4225 4309 4392 4413 4439 4562 4587 4632 4892 4981 4985 5065 5169 5235 5365 5577 5652 5770 6028 6083 6127 6154 6216 6442 6581 6864 6977 7208 7527 7720 7778 7785 7838 8054 8154 8268 8274 8286 8300 8338 8370 8456 8477 8696 9002 9004 9009 9099 9474 9776 9816 xyxy=(1163,1675,1487,1780)
reference: ಸಂ:ಮಹಾಪಾ/ಇಂಜಿನಿಯರ್ ಶಾಖೆ/2025-26 ದಿನಾಂಕ: 26/08/2025 xyxy=(791,1433,1140,1448)
petitioners: Shashikala and other's xyxy=(604,273,734,286)
notice-heading: IN THE COURT OF THE PRINCIPAL CIVIL JUDGE BANTWAL, D.K. xyxy=(610,166,760,210)
schedule-row: 3) ತಾಂತ್ರಿಕ ಬಿಡ್ ತೆರೆಯುವ ದಿನಾಂಕ: 16.09.2025 xyxy=(51,1089,243,1100)
prize-6-numbers: 0165 0513 1324 1864 1896 2260 2321 2413 2931 3109 3180 3937 4563 4857 5417 5692 5880 6546 6715 7200 7230 7462 7583 7900 8000 8806 9136 9220 9236 9814 xyxy=(1163,1615,1487,1659)
signature-line: Advocate for the Decree holders. Madikeri, 22/8/2025. xyxy=(52,2236,204,2282)
contact-line: E-Mail: itstaff_ub_hebbagodi@yahoo.com | Website: www.hebbagodicity.mrc.gov.in xyxy=(1163,769,1508,795)
city-label: ಮಂಗಳೂರು xyxy=(1428,117,1496,136)
header-line: (ಕರ್ನಾಟಕ ಸರ್ಕಾರದ ಉದ್ಯಮ) xyxy=(563,812,666,823)
emd: ರೂ. 2,80,300/- xyxy=(650,1939,726,1952)
signature-line: Court of Senior Civil Judge Madikeri xyxy=(52,2189,204,2219)
campco-body: ದಿ ಸೆಂಟ್ರಲ್ ಅರೆಕಾನಟ್ ಅಂಡ್ ಕೊಕ್ಕೋ ಮಾರ್ಕೆಟಿಂಗ್ ಅಂಡ್ ಪ್ರೊಸೆಸ್ಸಿಂಗ್ ಕೋ-ಆಪರೇಟಿವ್ ಲಿಮಿಟೆಡ್ (ಕ್ಯಾಂಪ್ಕೋ), ಮಂಗಳೂರು ಇದರ 51ನೇ ವಾರ್ಷಿಕ ಮಹಾಸಭೆಯನ್ನು ದಿನಾಂಕ 13.09.2025ನೇ ಶನಿವಾರ ಬೆಳಿಗ್ಗೆ 11.00 ಘಂಟೆಗೆ ಸಂಘದ ಆವರಣದಲ್ಲಿ ನಡೆಸಲಾಗುವುದು. ಸದಸ್ಯರು ಸಭೆಗೆ ಹಾಜರಾಗಬೇಕಾಗಿ ವಿನಂತಿ. xyxy=(791,589,1140,646)
label: To, xyxy=(52,1515,69,1529)
notice-label: NOTICE xyxy=(288,327,333,341)
amount: ರೂ. 186.80 ಲಕ್ಷಗಳು xyxy=(650,1925,740,1937)
page-number: ೦೮ xyxy=(49,118,88,157)
bwssb-logo-icon xyxy=(227,1723,266,1761)
label: And xyxy=(674,302,696,316)
court-notice-senior-civil xyxy=(43,1314,213,2359)
coop-logo-icon xyxy=(788,164,839,215)
tender-body: ಕರ್ನಾಟಕ ರಾಜ್ಯಪಾಲರ ಪರವಾಗಿ ಕಾರ್ಯನಿರ್ವಾಹಕ ಇಂಜಿನಿಯರ್ ಬಳ್ಳಾರಿ ರವರು 2024-25ನೇ ಸಾಲಿನ ಮಳೆ ಹಾನಿ ಕಾಮಗಾರಿಗಳ ಟೆಂಡರುಗಳನ್ನು ಆಹ್ವಾನಿಸಿದೆ. xyxy=(1164,270,1507,299)
place-label: ಸ್ಥಳ: ಮಂಗಳೂರು xyxy=(791,278,858,292)
coop-name: ಮಂಗಳೂರು ನ್ಯಾಯವಾದಿಗಳ ಸೌಹಾರ್ದ ಸಹಕಾರಿ (ನಿ.) xyxy=(865,164,1124,181)
footer-code: ವಾ.ಸಾ.ನಿ.ಹಾಸನ/492/ಕೆಎಸ್‌ಎಂಸಿಎ/2025-26 xyxy=(791,1185,1140,1201)
signature-line: ಸಹಿ/- xyxy=(1486,931,1508,945)
table-row: 2 ಸಹಾಯಕ(ಯುಎಫ್‌ಡಬ್ಲ್ಯೂ)-2 ಉಪವಿಭಾಗದಲ್ಲಿ ಬರುವ ಭಾಗಗಳಲ್ಲಿ ನೀರು ಸರಬರಾಜು ಕೊಳವೆ ಮಾರ್ಗಗಳ ಸುಧಾರಣೆ ಕಾಮಗಾರಿ. ರೂ. 186.80 ಲಕ್ಷಗಳು ರೂ. 2,80,300/- xyxy=(230,1922,766,1956)
label: And xyxy=(299,284,321,298)
bajpe-tender xyxy=(43,926,401,1308)
header-line: ಬಜಪೆ ಪಟ್ಟಣ ಪಂಚಾಯತ್ xyxy=(45,927,399,948)
header-line: ಜಿಲ್ಲಾ ಪಂಚಾಯತ್, ಬಳ್ಳಾರಿ. xyxy=(1296,180,1428,196)
notice-body: Mr. Hassnal Aashique, S/o. K M Abdul Hameed, Aged About 30 Years, R/at: 23-1-76/3, Ashirwad Compound, Behind Little Bunnies Nursery School, Morgans Gate, Jeppinamogaru, Mangaluru, D.K District-575001. Please take notice that the plaintiff named above has filed the above suit against you. You are not available for service of suit notice so far. Hence, the Honourable court has ordered the plaintiff to cause suit notice through paper publication against you. Therefore you are hereby called upon to appear in person or through pleader before the above said Honourable Court at 11.00 A.M. on 19-09-2025. If you fail to appear the matter will be decided in your absence according the merits of the suit treating you ex-parte by the court. xyxy=(229,355,392,740)
email: ಇ-ಮೇಲ್: directorgimsgulbarga@gmail.com ದೂ.08472-260252 xyxy=(336,1367,660,1379)
prize-9-numbers: 0081 0171 0212 0238 0243 0374 0381 0535 0551 0558 0559 0624 0659 0684 0803 1086 1137 1150 1264 1276 1361 1397 1442 1443 1448 1452 1465 1475 1565 1612 1797 1836 1843 1899 1906 1944 1962 1993 2036 2066 2068 2089 2141 2151 2197 2296 2443 2458 2532 2618 2778 2835 2985 3361 3362 3537 3560 3603 3609 3787 3848 3897 4010 4043 4126 4162 4195 4211 4296 4354 4411 4425 4454 4523 4555 4676 4747 4848 4992 5015 5103 5241 5406 5430 5450 5525 5598 5729 5784 5828 5896 5917 5933 5947 5962 6023 6084 6123 6171 6181 6425 6464 6469 6526 6557 6599 6659 6723 6932 7029 7093 7102 7105 7127 7131 7202 7410 7463 7642 7665 7779 7852 7946 8041 8044 8046 8053 8080 8374 8376 8551 8713 8780 8781 8817 8822 8834 8909 8914 8923 8990 9018 9055 9068 9124 9283 9292 9328 9518 9676 9685 9704 9708 9729 9828 9907 xyxy=(1163,1931,1487,2155)
coop-banner: 2024-25ನೇ ಸಾಲಿನ ವಾರ್ಷಿಕ ಸಾಮಾನ್ಯ ಸಭೆಯ ಕರೆಯೋಲೆ xyxy=(791,206,1140,225)
group-header: ಸಂ.ಬೆಂಜಲಮಂ/ಪ್ರಮುಅ/ಅಮುಅ(ಎನ್‌ಆರ್‌ಡಬ್ಲ್ಯೂ)/ಟಾಂಡ್/2913/2025-26 ದಿನಾಂಕ: 28.08.2025 xyxy=(230,1847,766,1867)
court-notice-bantwal xyxy=(594,158,776,782)
indent-3: 3.RDPR/2025-26/RD/WORK_INDENT18295 xyxy=(1164,332,1408,345)
advocate-name: Sd/- KS Chandrashekar xyxy=(416,623,550,636)
col-header: ಕ್ರ.ಸಂ. xyxy=(230,1827,273,1847)
prize-2-number: PK 919002 (CHERTHALA) xyxy=(1163,1454,1326,1470)
campco-address: ಅಂಚೆ ಪೆಟ್ಟಿಗೆ ಸಂಖ್ಯೆ 223, ವಾರಣಾಸಿ ಟವರ್ಸ್, ಮಿಷನ್ ಸ್ಟ್ರೀಟ್, ಮಂಗಳೂರು - 575001. xyxy=(812,531,1119,560)
kaveri-tender-tumkur xyxy=(782,1737,1149,2359)
signature-line: ಸಹಿ/- ಮುಖ್ಯಾಧಿಕಾರಿ xyxy=(326,1116,393,1127)
notice-body: Take notice that petitioner has filed the above case to obtain death certificate of her father Kenjana A. Somaiah of Kadiyathur Village and Post, Madikeri Taluk, Kodagu, who died on 07.02.1979. Whoever having any objection to the above petition may appear before this Hon'ble court in person or through their counsel on 25.09.2025 at 11.00 a.m. failing which the case will be disposed of as per law. xyxy=(52,357,204,601)
notice-label: COURT NOTICE xyxy=(81,1499,176,1514)
karnataka-emblem-icon xyxy=(1161,166,1212,217)
date-label: ದಿನಾಂಕ: 29-08-2025 xyxy=(791,666,894,680)
signature-line: ಹೇಮಾವತಿ ನಾಲಾ ವಿಭಾಗ, ಕಾ.ನೀ.ನಿ.ನಿ, ತುಮಕೂರು. xyxy=(940,2011,1140,2025)
email: ಇ-ಮೇಲ್: eeyediyur1@gmail.com xyxy=(506,854,677,867)
notice-heading: IN THE COURT OF THE PRL CIVIL JUDGE AND J.M.F.C. AT MADIKERI xyxy=(427,166,568,210)
footer-code: ವಾಅಇ/ಬಳ್ಳಾರಿ/407/ಕೆಎಸ್‌ಎಂಸಿಎ/2025-26 xyxy=(1164,430,1507,445)
footer-code: DIPR/CP/2512/Ten/2025-26 xyxy=(229,2046,766,2061)
